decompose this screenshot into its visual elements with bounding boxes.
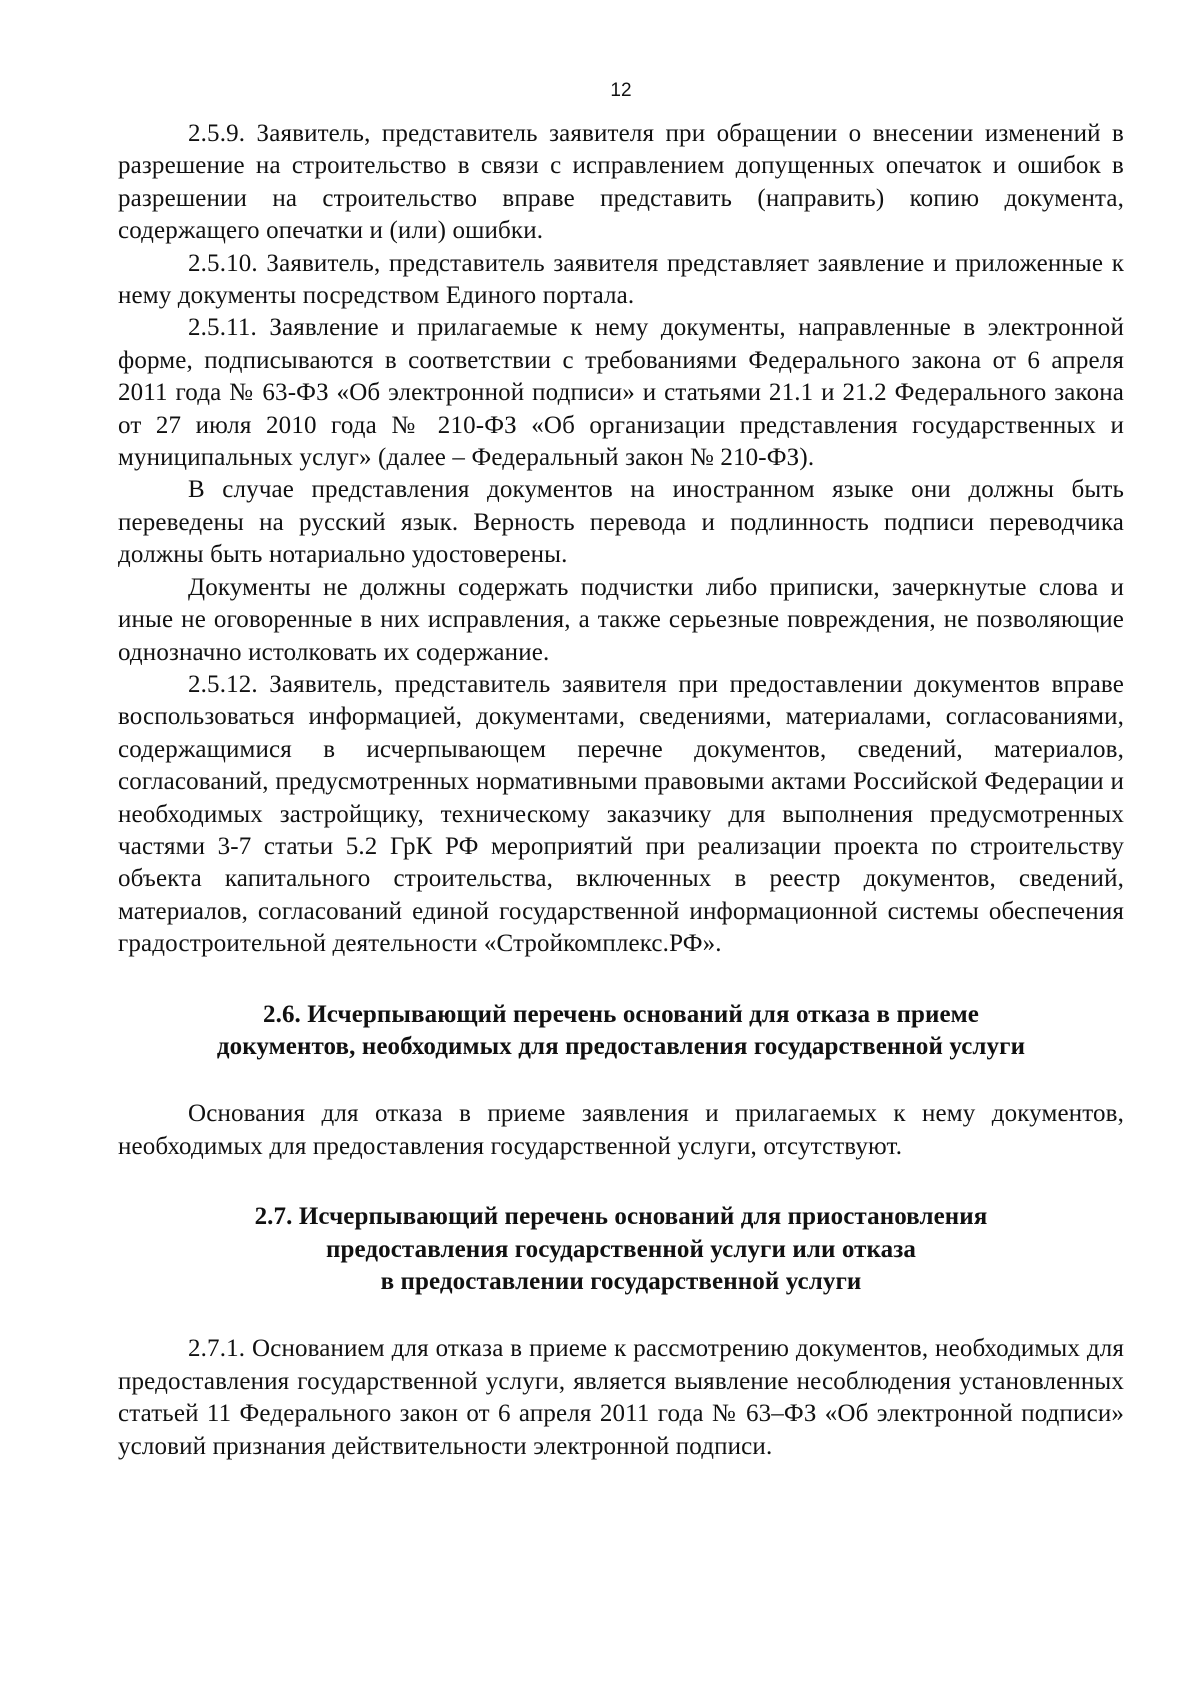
heading-section-2-6 <box>118 999 1124 1064</box>
paragraph-2-5-9: 2.5.9. Заявитель, представитель заявителя при обращении о внесении изменений в разрешение на строительство в связи с исправлением допущенных опечаток и ошибок в разрешении на строительство вправе представить (направить) копию документа, содержащего опечатки и (или) ошибки. <box>118 120 1124 245</box>
heading-section-2-7 <box>118 1201 1124 1298</box>
heading-line: 2.6. Исчерпывающий перечень оснований для отказа в приеме <box>263 1000 979 1028</box>
page-number: 12 <box>610 80 632 101</box>
paragraph-document-requirements: Документы не должны содержать подчистки либо приписки, зачеркнутые слова и иные не оговоренные в них исправления, а также серьезные повреждения, не позволяющие однозначно истолковать их содержание. <box>118 573 1124 666</box>
spacer <box>118 1298 1124 1333</box>
heading-line: предоставления государственной услуги или отказа <box>326 1235 916 1263</box>
paragraph-2-5-12: 2.5.12. Заявитель, представитель заявителя при предоставлении документов вправе воспользоваться информацией, документами, сведениями, материалами, согласованиями, содержащимися в исчерпывающем перечне документов, сведений, материалов, согласований, предусмотренных нормативными правовыми актами Российской Федерации и необходимых застройщику, техническому заказчику для выполнения предусмотренных частями 3-7 статьи 5.2 ГрК РФ мероприятий при реализации проекта по строительству объекта капитального строительства, включенных в реестр документов, сведений, материалов, согласований единой государственной информационной системы обеспечения градостроительной деятельности «Стройкомплекс.РФ». <box>118 670 1124 958</box>
spacer <box>118 961 1124 999</box>
spacer <box>118 1163 1124 1201</box>
heading-line: в предоставлении государственной услуги <box>380 1268 862 1295</box>
document-body <box>118 118 1124 1463</box>
paragraph-2-5-10: 2.5.10. Заявитель, представитель заявителя представляет заявление и приложенные к нему документы посредством Единого портала. <box>118 249 1124 310</box>
paragraph-2-5-11: 2.5.11. Заявление и прилагаемые к нему документы, направленные в электронной форме, подписываются в соответствии с требованиями Федерального закона от 6 апреля 2011 года № 63-ФЗ «Об электронной подписи» и статьями 21.1 и 21.2 Федерального закона от 27 июля 2010 года № 210-ФЗ «Об организации представления государственных и муниципальных услуг» (далее – Федеральный закон № 210-ФЗ). <box>118 314 1124 472</box>
spacer <box>118 1063 1124 1098</box>
heading-line: документов, необходимых для предоставления государственной услуги <box>216 1032 1026 1060</box>
paragraph-2-7-1: 2.7.1. Основанием для отказа в приеме к рассмотрению документов, необходимых для предоставления государственной услуги, является выявление несоблюдения установленных статьей 11 Федерального закон от 6 апреля 2011 года № 63–ФЗ «Об электронной подписи» условий признания действительности электронной подписи. <box>118 1335 1124 1460</box>
heading-line: 2.7. Исчерпывающий перечень оснований для приостановления <box>254 1203 988 1231</box>
paragraph-section-2-6: Основания для отказа в приеме заявления и прилагаемых к нему документов, необходимых для предоставления государственной услуги, отсутствуют. <box>118 1100 1124 1160</box>
paragraph-foreign-language: В случае представления документов на иностранном языке они должны быть переведены на русский язык. Верность перевода и подлинность подписи переводчика должны быть нотариально удостоверены. <box>118 476 1124 569</box>
